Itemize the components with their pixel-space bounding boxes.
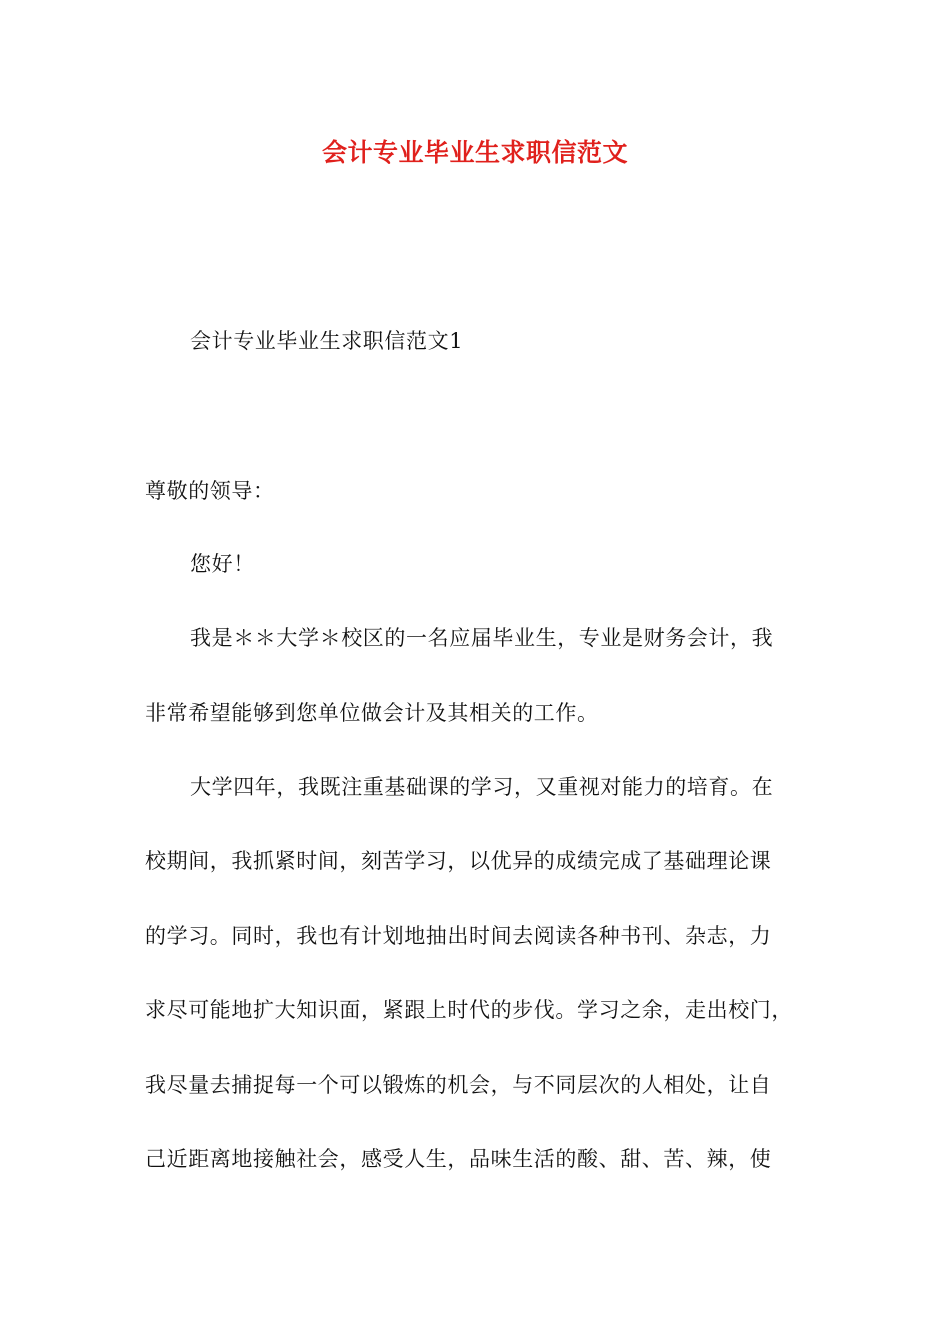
paragraph-line: 求尽可能地扩大知识面，紧跟上时代的步伐。学习之余，走出校门， <box>145 998 793 1022</box>
greeting: 您好！ <box>190 552 255 576</box>
document-title: 会计专业毕业生求职信范文 <box>321 138 628 167</box>
paragraph-line: 校期间，我抓紧时间，刻苦学习，以优异的成绩完成了基础理论课 <box>145 849 772 873</box>
paragraph-line: 的学习。同时，我也有计划地抽出时间去阅读各种书刊、杂志，力 <box>145 924 772 948</box>
paragraph-line: 非常希望能够到您单位做会计及其相关的工作。 <box>145 701 599 725</box>
paragraph-line: 大学四年，我既注重基础课的学习，又重视对能力的培育。在 <box>190 775 774 799</box>
section-heading: 会计专业毕业生求职信范文1 <box>190 329 464 353</box>
paragraph-line: 己近距离地接触社会，感受人生，品味生活的酸、甜、苦、辣，使 <box>145 1147 772 1171</box>
paragraph-line: 我是＊＊大学＊校区的一名应届毕业生，专业是财务会计，我 <box>190 626 774 650</box>
paragraph-line: 我尽量去捕捉每一个可以锻炼的机会，与不同层次的人相处，让自 <box>145 1073 772 1097</box>
salutation: 尊敬的领导： <box>145 479 275 503</box>
